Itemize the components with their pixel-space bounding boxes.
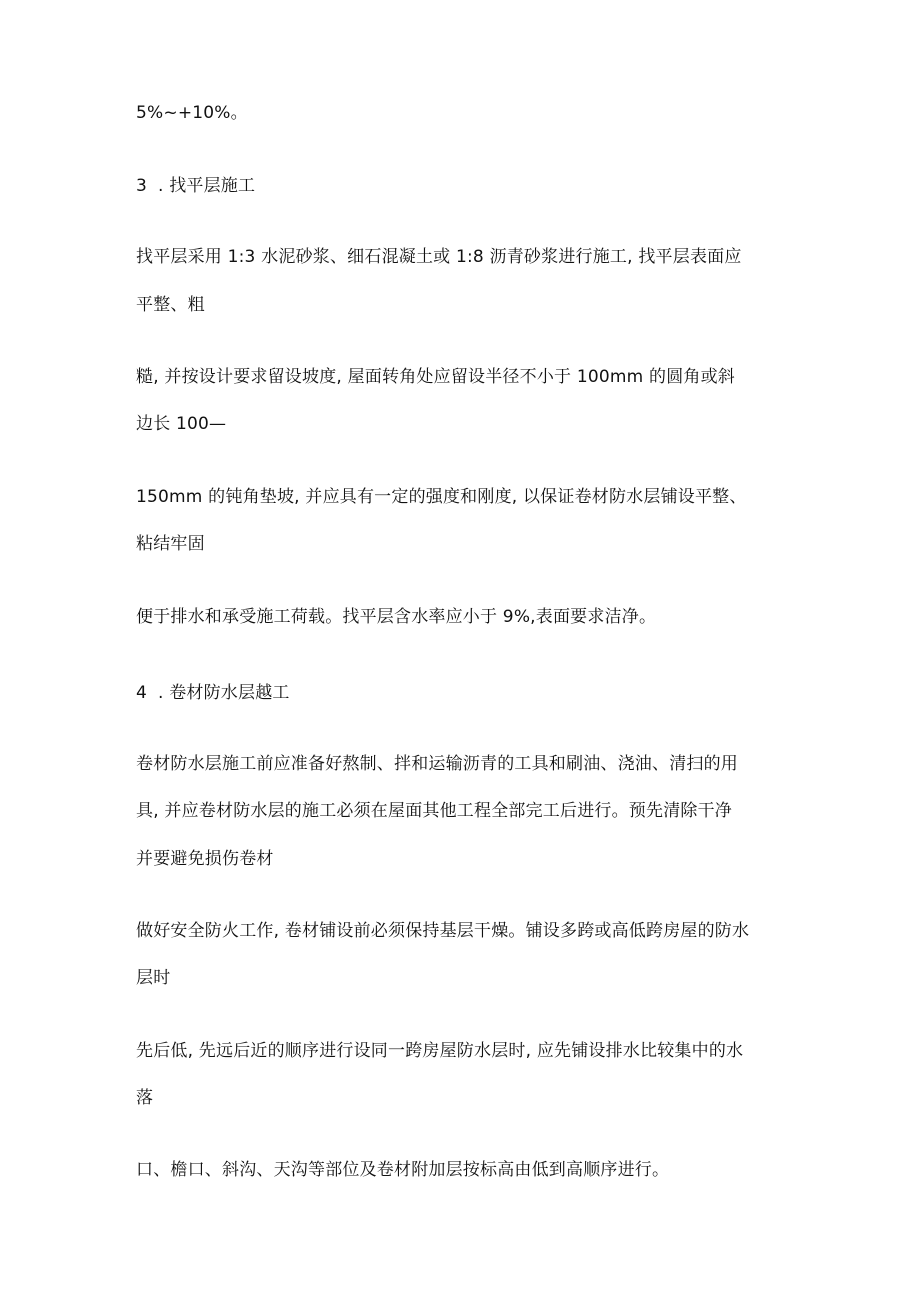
paragraph-line: 找平层采用 1:3 水泥砂浆、细石混凝土或 1:8 沥青砂浆进行施工, 找平层表面应 bbox=[136, 247, 742, 267]
paragraph-line: 做好安全防火工作, 卷材铺设前必须保持基层干燥。铺设多跨或高低跨房屋的防水 bbox=[136, 921, 750, 941]
paragraph-line: 卷材防水层施工前应准备好熬制、拌和运输沥青的工具和刷油、浇油、清扫的用 bbox=[136, 754, 738, 774]
section-number: 3 bbox=[136, 176, 148, 196]
paragraph-line: 150mm 的钝角垫坡, 并应具有一定的强度和刚度, 以保证卷材防水层铺设平整、 bbox=[136, 487, 747, 507]
section-heading-4 bbox=[136, 681, 290, 705]
section-title: . 找平层施工 bbox=[158, 176, 256, 196]
paragraph-line: 口、檐口、斜沟、天沟等部位及卷材附加层按标高由低到高顺序进行。 bbox=[136, 1160, 670, 1180]
paragraph-line: 糙, 并按设计要求留设坡度, 屋面转角处应留设半径不小于 100mm 的圆角或斜 bbox=[136, 367, 735, 387]
section-number: 4 bbox=[136, 683, 148, 703]
paragraph-line: 先后低, 先远后近的顺序进行设同一跨房屋防水层时, 应先铺设排水比较集中的水 bbox=[136, 1041, 744, 1061]
paragraph-line: 粘结牢固 bbox=[136, 534, 205, 554]
paragraph-line: 具, 并应卷材防水层的施工必须在屋面其他工程全部完工后进行。预先清除干净 bbox=[136, 801, 733, 821]
paragraph-line: 层时 bbox=[136, 968, 171, 988]
section-title: . 卷材防水层越工 bbox=[158, 683, 290, 703]
paragraph-line: 落 bbox=[136, 1088, 154, 1108]
paragraph-line: 并要避免损伤卷材 bbox=[136, 849, 274, 869]
paragraph-line: 便于排水和承受施工荷载。找平层含水率应小于 9%,表面要求洁净。 bbox=[136, 607, 657, 627]
paragraph-line: 边长 100— bbox=[136, 414, 227, 434]
paragraph-intro: 5%~+10%。 bbox=[136, 103, 248, 123]
section-heading-3 bbox=[136, 174, 255, 198]
paragraph-line: 平整、粗 bbox=[136, 295, 205, 315]
